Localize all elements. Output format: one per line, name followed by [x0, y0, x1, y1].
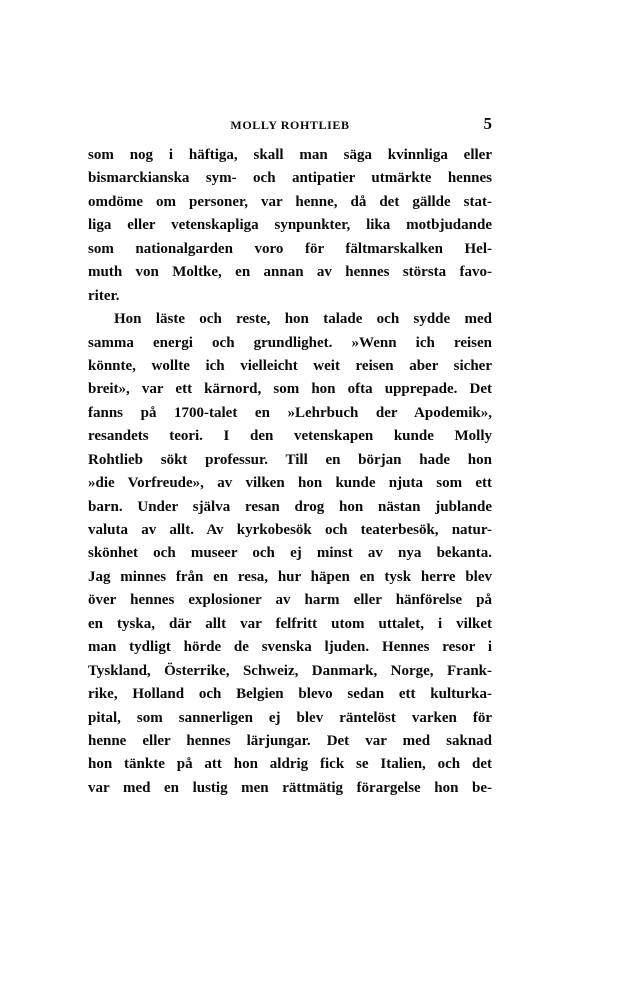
text-line: var med en lustig men rättmätig förargelse hon be- [88, 779, 492, 796]
running-title: MOLLY ROHTLIEB [230, 118, 350, 132]
text-line: bismarckianska sym- och antipatier utmärkte hennes [88, 170, 492, 187]
text-line: rike, Holland och Belgien blevo sedan ett kulturka- [88, 686, 492, 703]
text-line: henne eller hennes lärjungar. Det var med saknad [88, 732, 492, 749]
text-line: breit», var ett kärnord, som hon ofta upprepade. Det [88, 381, 492, 398]
text-line: valuta av allt. Av kyrkobesök och teaterbesök, natur- [88, 522, 492, 538]
text-line: muth von Moltke, en annan av hennes största favo- [88, 264, 492, 281]
text-line: som nog i häftiga, skall man säga kvinnliga eller [88, 147, 492, 163]
page-number: 5 [483, 114, 492, 133]
text-line: man tydligt hörde de svenska ljuden. Hennes resor i [88, 639, 492, 656]
text-line: könnte, wollte ich vielleicht weit reisen aber sicher [88, 357, 492, 374]
paragraph-end-line: riter. [88, 287, 120, 304]
text-line: fanns på 1700-talet en »Lehrbuch der Apodemik», [88, 404, 492, 421]
page-header [88, 114, 492, 138]
text-line: över hennes explosioner av harm eller hänförelse på [88, 592, 492, 609]
text-line: samma energi och grundlighet. »Wenn ich reisen [88, 334, 492, 351]
text-line: Tyskland, Österrike, Schweiz, Danmark, Norge, Frank- [88, 662, 492, 679]
text-line: pital, som sannerligen ej blev räntelöst varken för [88, 709, 492, 726]
text-line: hon tänkte på att hon aldrig fick se Italien, och det [88, 756, 492, 773]
text-line: som nationalgarden voro för fältmarskalken Hel- [88, 240, 492, 257]
text-line: »die Vorfreude», av vilken hon kunde njuta som ett [88, 475, 492, 492]
text-line: liga eller vetenskapliga synpunkter, lika motbjudande [88, 217, 492, 234]
text-line: en tyska, där allt var felfritt utom uttalet, i vilket [88, 615, 492, 632]
body-text [88, 144, 492, 800]
text-line: omdöme om personer, var henne, då det gällde stat- [88, 193, 492, 210]
text-line: barn. Under själva resan drog hon nästan jublande [88, 498, 492, 515]
text-line: Jag minnes från en resa, hur häpen en tysk herre blev [88, 568, 492, 585]
text-line: skönhet och museer och ej minst av nya bekanta. [88, 545, 492, 562]
text-line: resandets teori. I den vetenskapen kunde Molly [88, 428, 492, 445]
paragraph-start-line: Hon läste och reste, hon talade och sydde med [114, 311, 492, 328]
text-line: Rohtlieb sökt professur. Till en början hade hon [88, 451, 492, 468]
